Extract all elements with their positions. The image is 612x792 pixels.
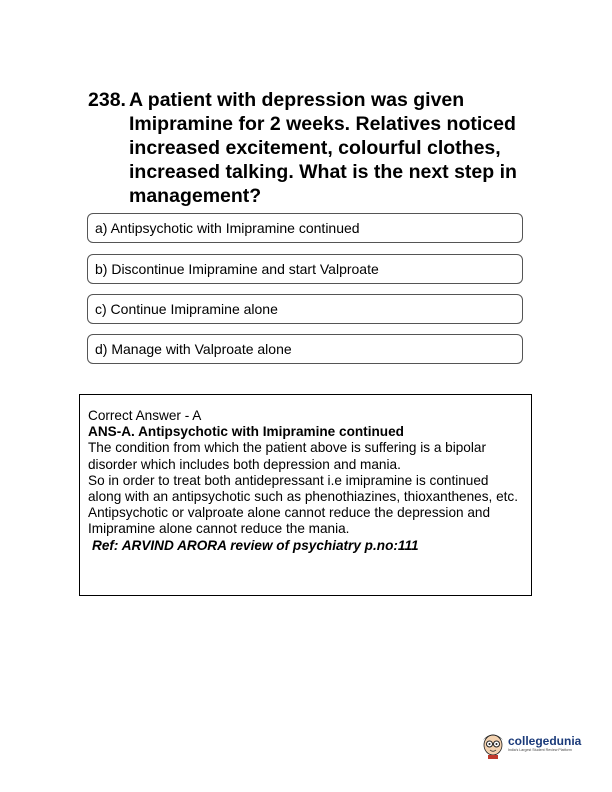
mascot-icon <box>480 729 506 759</box>
question-text: A patient with depression was given Imipramine for 2 weeks. Relatives noticed increased excitement, colourful clothes, increased talking. What is the next step in management? <box>129 89 517 207</box>
option-a[interactable]: a) Antipsychotic with Imipramine continued <box>87 213 523 243</box>
answer-title: ANS-A. Antipsychotic with Imipramine continued <box>88 424 404 440</box>
option-d[interactable]: d) Manage with Valproate alone <box>87 334 523 364</box>
explanation-paragraph-2: So in order to treat both antidepressant i.e imipramine is continued along with an antipsychotic such as phenothiazines, thioxanthenes, etc. <box>88 472 518 505</box>
explanation-paragraph-3: Antipsychotic or valproate alone cannot reduce the depression and Imipramine alone cannot reduce the mania. <box>88 505 491 537</box>
correct-answer: Correct Answer - A <box>88 408 202 423</box>
reference: Ref: ARVIND ARORA review of psychiatry p.no:111 <box>92 537 419 553</box>
explanation-paragraph-1: The condition from which the patient above is suffering is a bipolar disorder which includes both depression and mania. <box>88 440 486 472</box>
option-b[interactable]: b) Discontinue Imipramine and start Valproate <box>87 254 523 284</box>
logo-tagline: India's Largest Student Review Platform <box>508 748 572 752</box>
question-number: 238. <box>88 89 126 111</box>
option-c[interactable]: c) Continue Imipramine alone <box>87 294 523 324</box>
collegedunia-logo <box>480 727 585 761</box>
logo-name: collegedunia <box>508 734 582 748</box>
answer-box <box>79 394 532 596</box>
question <box>88 88 548 208</box>
